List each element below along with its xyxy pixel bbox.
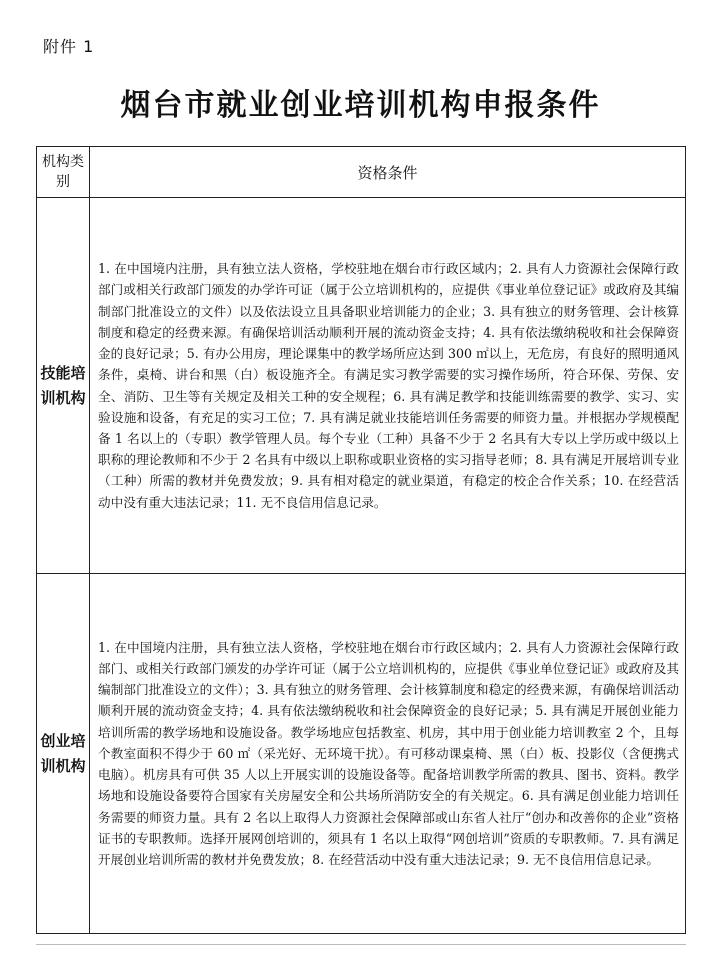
document-title: 烟台市就业创业培训机构申报条件	[120, 88, 601, 123]
category-entrepreneurship-training: 创业培训机构	[37, 574, 90, 934]
attachment-label: 附件 1	[43, 37, 95, 56]
header-category: 机构类别	[37, 147, 90, 198]
header-conditions: 资格条件	[90, 147, 686, 198]
table-row	[37, 198, 686, 574]
category-skills-training: 技能培训机构	[37, 198, 90, 574]
page-bottom-divider	[36, 944, 686, 945]
table-header-row	[37, 147, 686, 198]
conditions-skills-training: 1. 在中国境内注册，具有独立法人资格，学校驻地在烟台市行政区域内；2. 具有人力资源社会保障行政部门或相关行政部门颁发的办学许可证（属于公立培训机构的，应提供《事业单位登记证》或政府及其编制部门批准设立的文件）以及依法设立且具备职业培训能力的企业；3. 具有独立的财务管理、会计核算制度和稳定的经费来源。有确保培训活动顺利开展的流动资金支持；4. 具有依法缴纳税收和社会保障资金的良好记录；5. 有办公用房，理论课集中的教学场所应达到 300 ㎡以上，无危房，有良好的照明通风条件，桌椅、讲台和黑（白）板设施齐全。有满足实习教学需要的实习操作场所，符合环保、劳保、安全、消防、卫生等有关规定及相关工种的安全规程；6. 具有满足教学和技能训练需要的教学、实习、实验设施和设备，有充足的实习工位；7. 具有满足就业技能培训任务需要的师资力量。并根据办学规模配备 1 名以上的（专职）教学管理人员。每个专业（工种）具备不少于 2 名具有大专以上学历或中级以上职称的理论教师和不少于 2 名具有中级以上职称或职业资格的实习指导老师；8. 具有满足开展培训专业（工种）所需的教材并免费发放；9. 具有相对稳定的就业渠道，有稳定的校企合作关系；10. 在经营活动中没有重大违法记录；11. 无不良信用信息记录。	[90, 198, 686, 574]
conditions-entrepreneurship-training: 1. 在中国境内注册，具有独立法人资格，学校驻地在烟台市行政区域内；2. 具有人力资源社会保障行政部门、或相关行政部门颁发的办学许可证（属于公立培训机构的，应提供《事业单位登记证》或政府及其编制部门批准设立的文件）；3. 具有独立的财务管理、会计核算制度和稳定的经费来源，有确保培训活动顺利开展的流动资金支持；4. 具有依法缴纳税收和社会保障资金的良好记录；5. 具有满足开展创业能力培训所需的教学场地和设施设备。教学场地应包括教室、机房，其中用于创业能力培训教室 2 个，且每个教室面积不得少于 60 ㎡（采光好、无环境干扰）。有可移动课桌椅、黑（白）板、投影仪（含便携式电脑）。机房具有可供 35 人以上开展实训的设施设备等。配备培训教学所需的教具、图书、资料。教学场地和设施设备要符合国家有关房屋安全和公共场所消防安全的有关规定。6. 具有满足创业能力培训任务需要的师资力量。具有 2 名以上取得人力资源社会保障部或山东省人社厅“创办和改善你的企业”资格证书的专职教师。选择开展网创培训的，须具有 1 名以上取得“网创培训”资质的专职教师。7. 具有满足开展创业培训所需的教材并免费发放；8. 在经营活动中没有重大违法记录；9. 无不良信用信息记录。	[90, 574, 686, 934]
table-row	[37, 574, 686, 934]
requirements-table	[36, 146, 686, 934]
